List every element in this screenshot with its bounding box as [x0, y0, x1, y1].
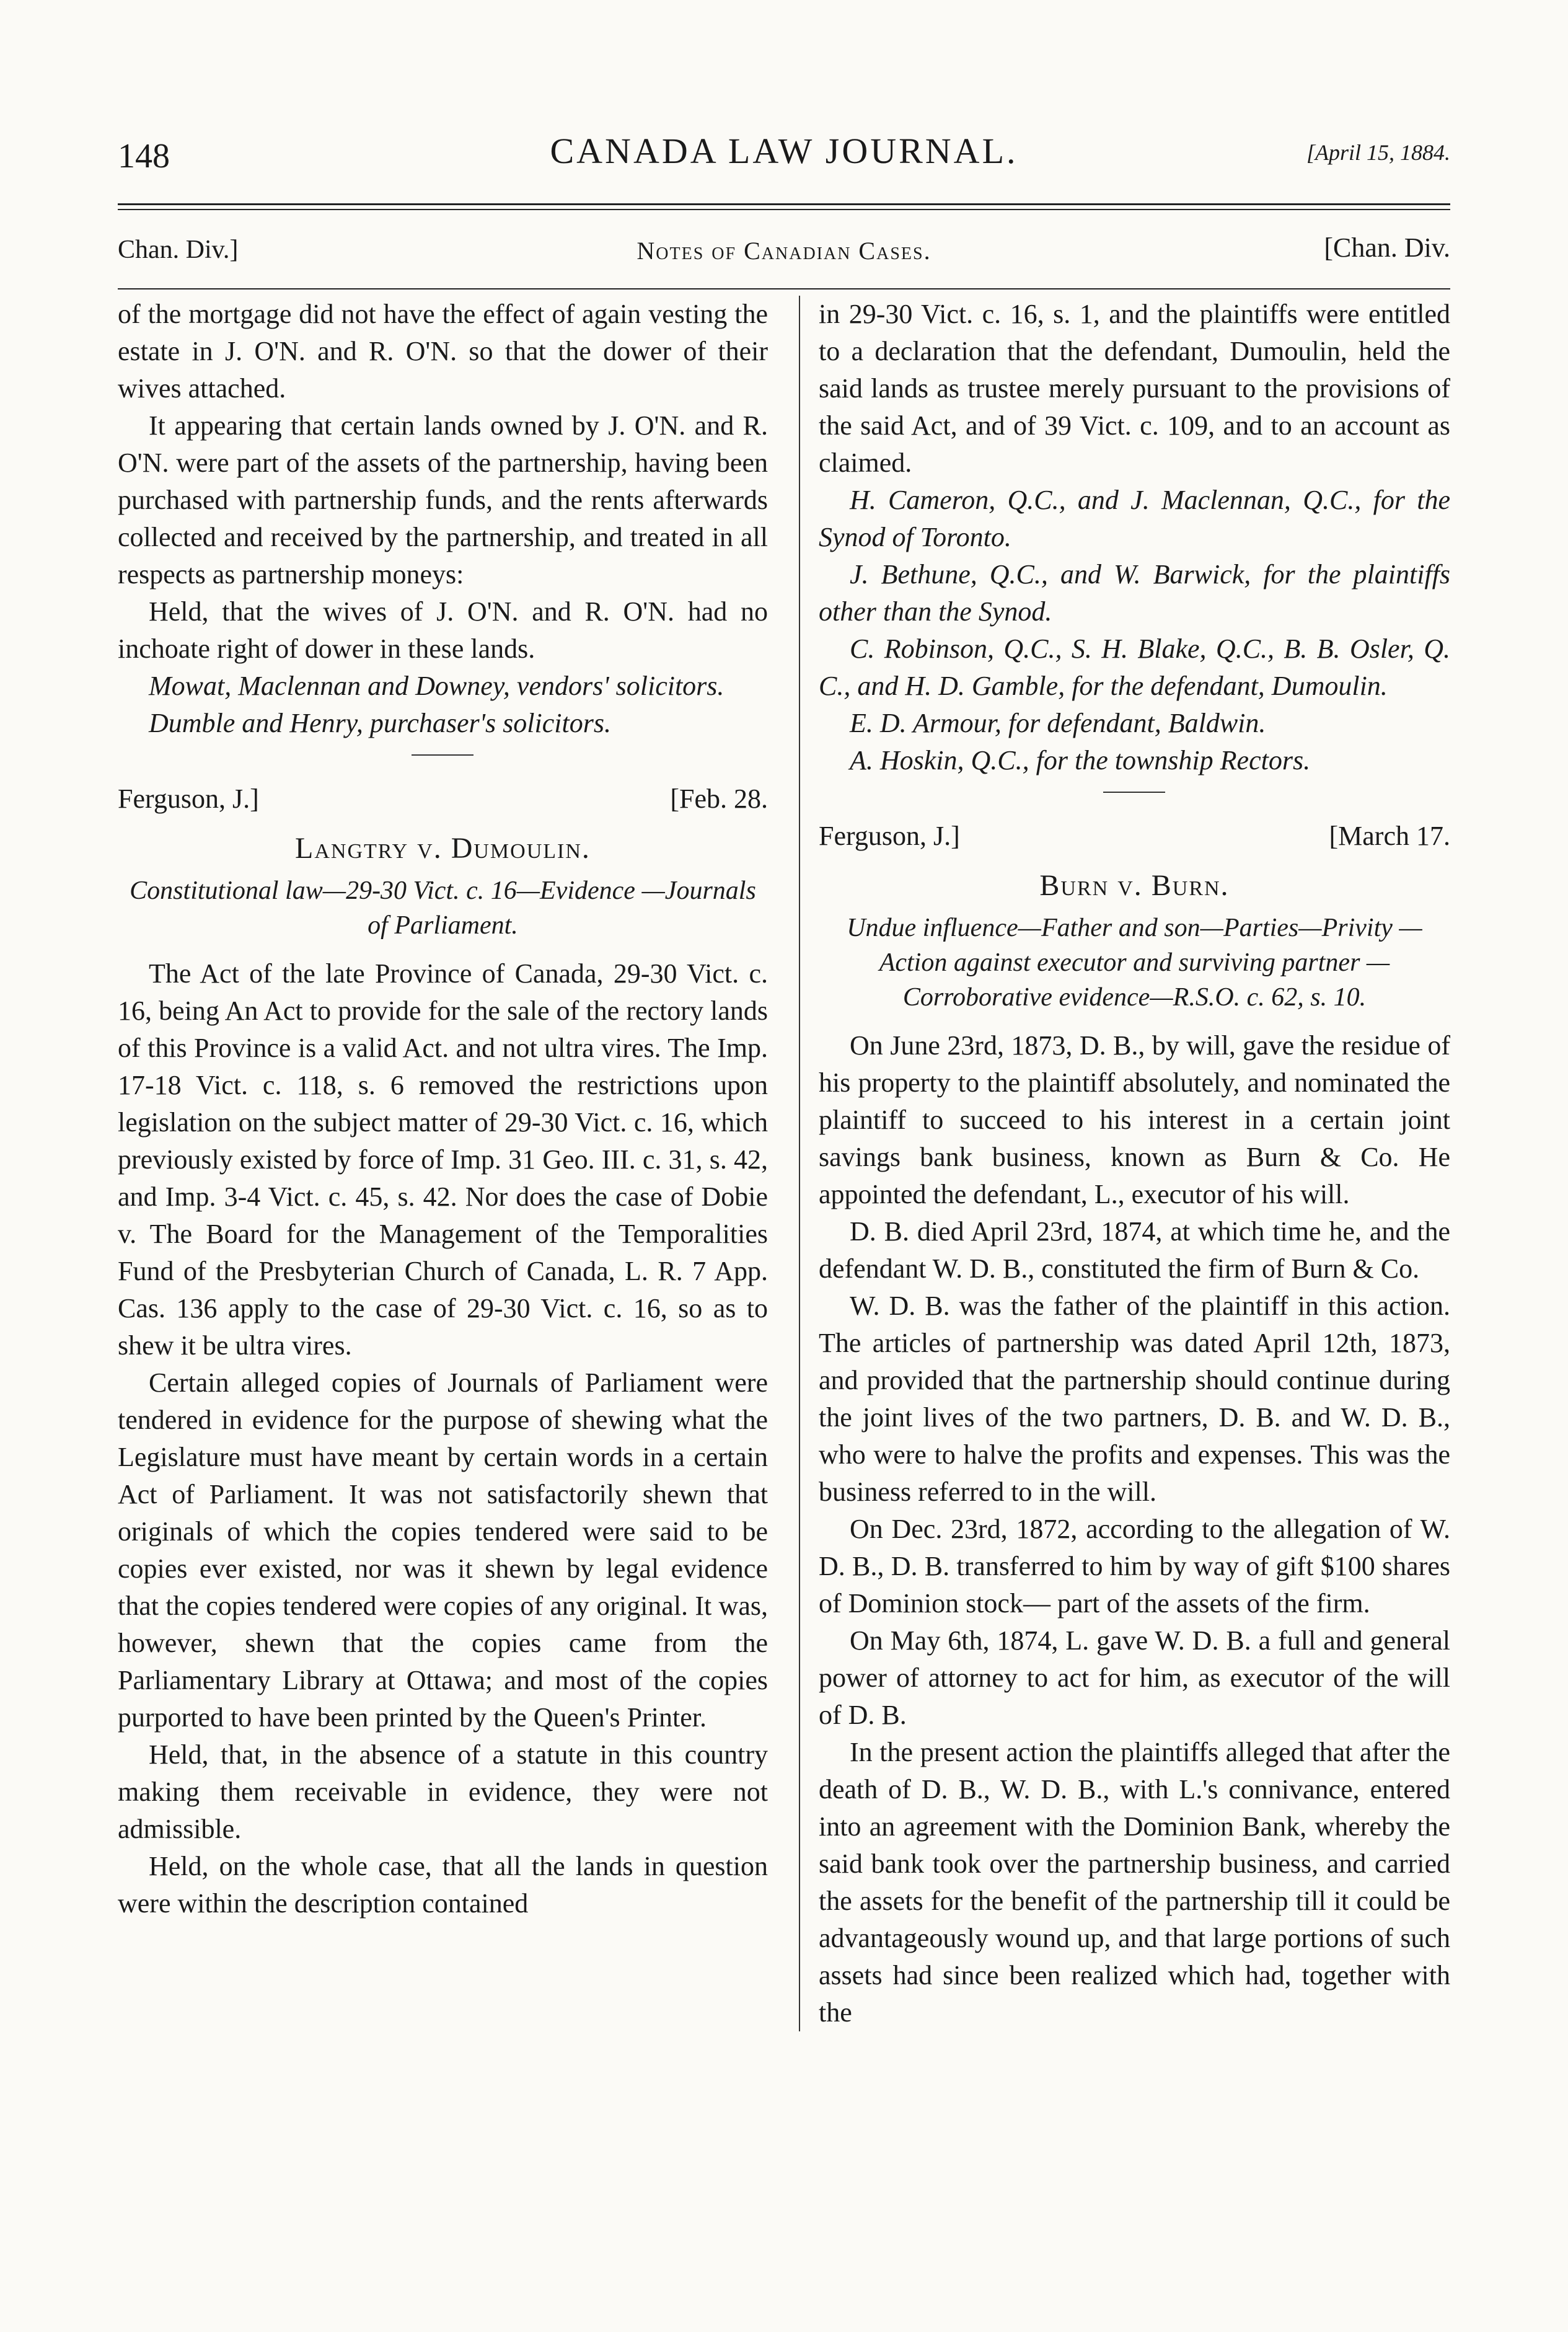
paragraph: Held, that the wives of J. O'N. and R. O'N. had no inchoate right of dower in these lands.: [118, 596, 768, 664]
division-right: [Chan. Div.: [1324, 232, 1450, 263]
paragraph: On Dec. 23rd, 1872, according to the allegation of W. D. B., D. B. transferred to him by way of gift $100 shares of Dominion stock— part of the assets of the firm.: [818, 1514, 1450, 1619]
two-column-body: [118, 296, 1450, 2031]
paragraph: Mowat, Maclennan and Downey, vendors' solicitors.: [149, 671, 725, 701]
judge: Ferguson, J.]: [818, 821, 960, 851]
paragraph: H. Cameron, Q.C., and J. Maclennan, Q.C., for the Synod of Toronto.: [818, 485, 1450, 552]
paragraph: Certain alleged copies of Journals of Parliament were tendered in evidence for the purpose of shewing what the Legislature must have meant by certain words in a certain Act of Parliament. It was not satisfactorily shewn that originals of which the copies tendered were said to be copies ever existed, nor was it shewn by legal evidence that the copies tendered were copies of any original. It was, however, shewn that the copies came from the Parliamentary Library at Ottawa; and most of the copies purported to have been printed by the Queen's Printer.: [118, 1367, 768, 1733]
page: [118, 124, 1450, 2031]
issue-date: [April 15, 1884.: [1306, 140, 1450, 165]
case-headnote: Undue influence—Father and son—Parties—Privity —Action against executor and surviving partner —Corroborative evidence—R.S.O. c. 62, s. 10.: [847, 914, 1422, 1012]
paragraph: W. D. B. was the father of the plaintiff in this action. The articles of partnership was dated April 12th, 1873, and provided that the partnership should continue during the joint lives of the two partners, D. B. and W. D. B., who were to halve the profits and expenses. This was the business referred to in the will.: [818, 1291, 1450, 1507]
case-date: [Feb. 28.: [670, 784, 768, 814]
section-header: [118, 229, 1450, 285]
case-heading: [819, 818, 1450, 855]
running-header: [118, 124, 1450, 198]
case-heading: [118, 780, 768, 818]
paragraph: Held, on the whole case, that all the lands in question were within the description contained: [118, 1851, 768, 1919]
paragraph: E. D. Armour, for defendant, Baldwin.: [849, 708, 1266, 738]
left-column: [118, 296, 768, 2031]
paragraph: Dumble and Henry, purchaser's solicitors.: [149, 708, 611, 738]
case-title: Langtry v. Dumoulin.: [295, 832, 591, 865]
paragraph: J. Bethune, Q.C., and W. Barwick, for the plaintiffs other than the Synod.: [818, 559, 1450, 627]
paragraph: On June 23rd, 1873, D. B., by will, gave the residue of his property to the plaintiff absolutely, and nominated the plaintiff to succeed to his interest in a certain joint savings bank business, known as Burn & Co. He appointed the defendant, L., executor of his will.: [818, 1030, 1450, 1209]
paragraph: A. Hoskin, Q.C., for the township Rectors.: [849, 745, 1311, 775]
header-rule: [118, 203, 1450, 205]
section-title: Notes of Canadian Cases.: [636, 237, 932, 265]
paragraph: It appearing that certain lands owned by J. O'N. and R. O'N. were part of the assets of the partnership, having been purchased with partnership funds, and the rents afterwards collected and received by the partnership, and treated in all respects as partnership moneys:: [118, 410, 768, 590]
case-headnote: Constitutional law—29-30 Vict. c. 16—Evidence —Journals of Parliament.: [130, 877, 756, 940]
paragraph: C. Robinson, Q.C., S. H. Blake, Q.C., B. B. Osler, Q. C., and H. D. Gamble, for the defendant, Dumoulin.: [818, 634, 1450, 701]
paragraph: of the mortgage did not have the effect of again vesting the estate in J. O'N. and R. O'N. so that the dower of their wives attached.: [118, 299, 768, 404]
header-rule-2: [118, 209, 1450, 210]
case-divider: [1103, 792, 1165, 793]
judge: Ferguson, J.]: [118, 784, 259, 814]
right-column: [799, 296, 1450, 2031]
page-number: 148: [118, 137, 170, 175]
paragraph: On May 6th, 1874, L. gave W. D. B. a full and general power of attorney to act for him, as executor of the will of D. B.: [818, 1625, 1450, 1730]
section-rule: [118, 288, 1450, 289]
paragraph: Held, that, in the absence of a statute in this country making them receivable in evidence, they were not admissible.: [118, 1739, 768, 1844]
paragraph: In the present action the plaintiffs alleged that after the death of D. B., W. D. B., with L.'s connivance, entered into an agreement with the Dominion Bank, whereby the said bank took over the partnership business, and carried the assets for the benefit of the partnership till it could be advantageously wound up, and that large portions of such assets had since been realized which had, together with the: [818, 1737, 1450, 2028]
paragraph: in 29-30 Vict. c. 16, s. 1, and the plaintiffs were entitled to a declaration that the defendant, Dumoulin, held the said lands as trustee merely pursuant to the provisions of the said Act, and of 39 Vict. c. 109, and to an account as claimed.: [818, 299, 1450, 478]
case-divider: [412, 754, 473, 756]
case-date: [March 17.: [1329, 821, 1450, 851]
division-left: Chan. Div.]: [118, 236, 239, 264]
journal-title: CANADA LAW JOURNAL.: [550, 131, 1018, 171]
case-title: Burn v. Burn.: [1039, 869, 1230, 902]
paragraph: D. B. died April 23rd, 1874, at which time he, and the defendant W. D. B., constituted the firm of Burn & Co.: [818, 1216, 1450, 1284]
paragraph: The Act of the late Province of Canada, 29-30 Vict. c. 16, being An Act to provide for the sale of the rectory lands of this Province is a valid Act. and not ultra vires. The Imp. 17-18 Vict. c. 118, s. 6 removed the restrictions upon legislation on the subject matter of 29-30 Vict. c. 16, which previously existed by force of Imp. 31 Geo. III. c. 31, s. 42, and Imp. 3-4 Vict. c. 45, s. 42. Nor does the case of Dobie v. The Board for the Management of the Temporalities Fund of the Presbyterian Church of Canada, L. R. 7 App. Cas. 136 apply to the case of 29-30 Vict. c. 16, so as to shew it be ultra vires.: [118, 958, 768, 1361]
